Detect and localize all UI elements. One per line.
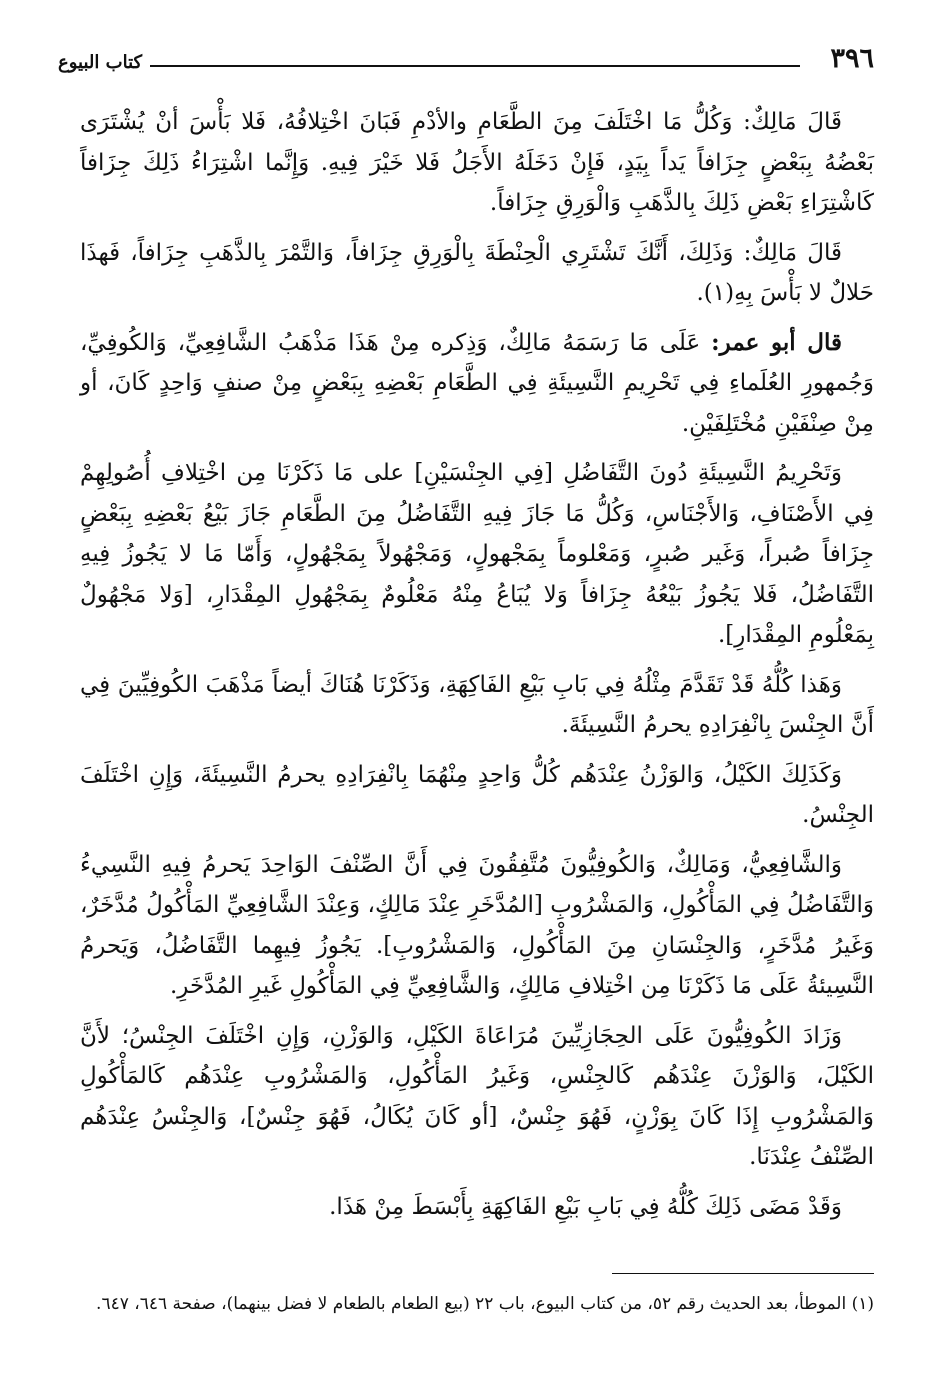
paragraph-text: قَالَ مَالِكٌ: وَذَلِكَ، أَنَّكَ تَشْتَرِي الْحِنْطَةَ بِالْوَرِقِ جِزَافاً، وَالتَّمْرَ بِالذَّهَبِ جِزَافاً، فَهذَا حَلالٌ لا بَأْسَ بِهِ(١). [80,239,874,306]
running-title: كتاب البيوع [58,52,143,73]
paragraph [80,102,874,224]
paragraph [80,1016,874,1178]
paragraph [80,453,874,656]
header-rule [150,65,800,67]
paragraph [80,1187,874,1228]
paragraph [80,233,874,314]
paragraph [80,845,874,1007]
paragraph-text: وَزَادَ الكُوفِيُّونَ عَلَى الحِجَازِيِّينَ مُرَاعَاةَ الكَيْلِ، وَالوَزْنِ، وَإِنِ اخْتَلَفَ الجِنْسُ؛ لأَنَّ الكَيْلَ، وَالوَزْنَ عِنْدَهُم كَالجِنْسِ، وَغَيرُ المَأْكُولِ، وَالمَشْرُوبِ عِنْدَهُم كَالمَأْكُولِ وَالمَشْرُوبِ إِذَا كَانَ بِوَزْنٍ، فَهُوَ جِنْسٌ، [أو كَانَ يُكَالُ، فَهُوَ جِنْسٌ]، وَالجِنْسُ عِنْدَهُم الصِّنْفُ عِنْدَنَا. [80,1022,874,1170]
paragraph [80,665,874,746]
paragraph [80,323,874,445]
page-header [58,42,874,72]
paragraph-text: وَتَحْرِيمُ النَّسِيئَةِ دُونَ التَّفَاضُلِ [فِي الجِنْسَيْنِ] على مَا ذَكَرْنَا مِن اخْتِلافِ أُصُولِهِمْ فِي الأَصْنَافِ، وَالأَجْنَاسِ، وَكُلُّ مَا جَازَ فِيهِ التَّفَاضُلُ مِنَ الطَّعَامِ جَازَ بَيْعُ بَعْضِهِ بِبَعْضٍ جِزَافاً صُبراً، وَغَير صُبرٍ، وَمَعْلوماً بِمَجْهولٍ، وَمَجْهُولاً بِمَجْهُولٍ، وَأَمّا مَا لا يَجُوزُ فِيهِ التَّفَاضُلُ، فَلا يَجُوزُ بَيْعُهُ جِزَافاً وَلا يُبَاعُ مِنْهُ مَعْلُومٌ بِمَجْهُولِ المِقْدَارِ، [وَلا مَجْهُولٌ بِمَعْلُومِ المِقْدَارِ]. [80,460,874,648]
paragraph-lead: قال أبو عمر: [711,328,842,356]
paragraph-text: قَالَ مَالِكٌ: وَكُلُّ مَا اخْتَلَفَ مِنَ الطَّعَامِ والأدْمِ فَبَانَ اخْتِلافُهُ، فَلا بَأْسَ أنْ يُشْتَرَى بَعْضُهُ بِبَعْضٍ جِزَافاً يَداً بِيَدٍ، فَإِنْ دَخَلَهُ الأَجَلُ فَلا خَيْرَ فِيهِ. وَإِنَّما اشْتِرَاءُ ذَلِكَ جِزَافاً كَاشْتِرَاءِ بَعْضِ ذَلِكَ بِالذَّهَبِ وَالْوَرِقِ جِزَافاً. [80,109,874,216]
paragraph-text: وَهَذا كُلُّهُ قَدْ تَقَدَّمَ مِثْلُهُ فِي بَابِ بَيْعِ الفَاكِهَةِ، وَذَكَرْنَا هُنَاكَ أيضاً مَذْهَبَ الكُوفِيِّينَ فِي أَنَّ الجِنْسَ بِانْفِرَادِهِ يحرمُ النَّسِيئَةَ. [80,671,874,738]
main-text [80,102,874,1236]
footnote: (١) الموطأ، بعد الحديث رقم ٥٢، من كتاب البيوع، باب ٢٢ (بيع الطعام بالطعام لا فضل بينهما)، صفحة ٦٤٦، ٦٤٧. [96,1294,874,1314]
paragraph [80,755,874,836]
paragraph-text: وَكَذَلِكَ الكَيْلُ، وَالوَزْنُ عِنْدَهُم كُلُّ وَاحِدٍ مِنْهُمَا بِانْفِرَادِهِ يحرمُ النَّسِيئَةَ، وَإِنِ اخْتَلَفَ الجِنْسُ. [80,761,874,828]
paragraph-text: وَقَدْ مَضَى ذَلِكَ كُلُّهُ فِي بَابِ بَيْعِ الفَاكِهَةِ بِأَبْسَطَ مِنْ هَذَا. [329,1193,842,1220]
footnote-rule [612,1273,874,1274]
paragraph-text: عَلَى مَا رَسَمَهُ مَالِكٌ، وَذِكره مِنْ هَذَا مَذْهَبُ الشَّافِعِيِّ، وَالكُوفِيِّ، وَجُمهورِ العُلَماءِ فِي تَحْرِيمِ النَّسِيئَةِ فِي الطَّعَامِ بَعْضِهِ بِبَعْضٍ مِنْ صنفٍ وَاحِدٍ كَانَ، أو مِنْ صِنْفَيْنِ مُخْتَلِفَيْنِ. [80,329,874,437]
paragraph-text: وَالشَّافِعِيُّ، وَمَالِكٌ، وَالكُوفِيُّونَ مُتَّفِقُونَ فِي أَنَّ الصِّنْفَ الوَاحِدَ يَحرمُ فِيهِ النَّسِيءُ وَالتَّفَاضُلُ فِي المَأْكُولِ، وَالمَشْرُوبِ [المُدَّخَرِ عِنْدَ مَالِكٍ، وَعِنْدَ الشَّافِعِيِّ المَأْكُولُ مُدَّخَرٌ، وَغَيرُ مُدَّخَرٍ، وَالجِنْسَانِ مِنَ المَأْكُولِ، وَالمَشْرُوبِ]. يَجُوزُ فِيهِما التَّفَاضُلُ، وَيَحرمُ النَّسِيئةُ عَلَى مَا ذَكَرْنَا مِن اخْتِلافِ مَالِكٍ، وَالشَّافِعِيِّ فِي المَأْكُولِ غَيرِ المُدَّخَرِ. [80,851,874,999]
page-number: ٣٩٦ [830,43,874,74]
